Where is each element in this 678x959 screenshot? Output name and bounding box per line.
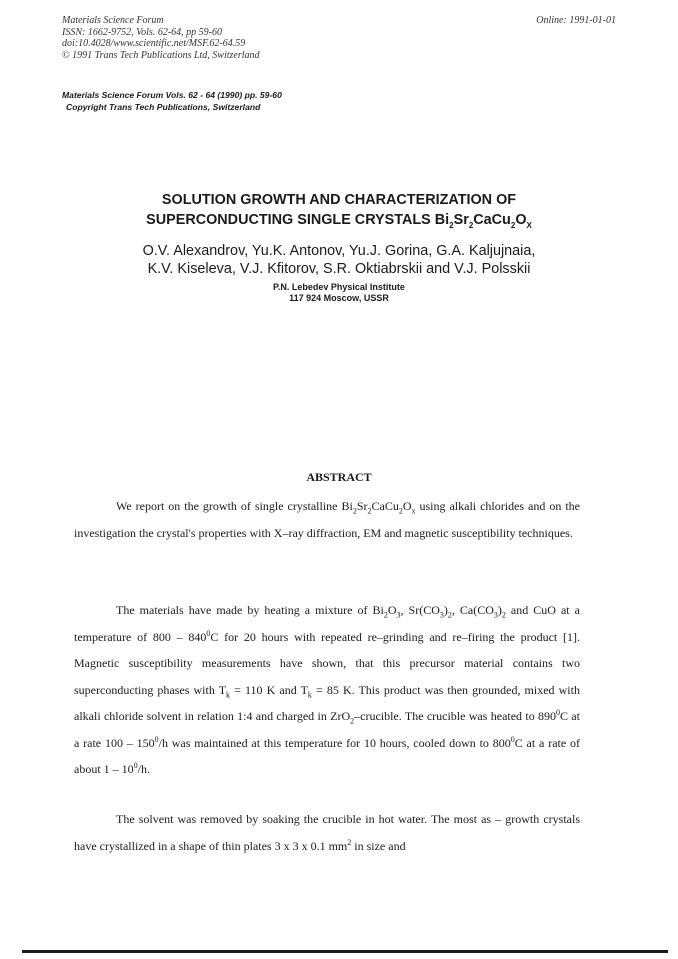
- body-paragraph-1: [74, 597, 580, 783]
- subscript: 2: [447, 610, 452, 620]
- text-run: The materials have made by heating a mixture of Bi: [116, 603, 384, 617]
- subscript: 2: [398, 506, 403, 516]
- text-run: O: [402, 499, 412, 513]
- text-run: , Ca(CO: [451, 603, 494, 617]
- text-run: ): [497, 603, 502, 617]
- text-run: = 85 K. This product was then grounded, mixed with alkali chloride solvent in relation 1:4 and charged in ZrO: [74, 682, 580, 723]
- text-run: The solvent was removed by soaking the crucible in hot water. The most as – growth crystals have crystallized in a shape of thin plates 3 x 3 x 0.1 mm: [74, 812, 580, 853]
- journal-volume-line: Materials Science Forum Vols. 62 - 64 (1990) pp. 59-60: [62, 90, 282, 100]
- page-bottom-rule: [22, 950, 668, 953]
- author-list: [0, 242, 678, 278]
- subscript: 2: [367, 506, 372, 516]
- affiliation-line-1: P.N. Lebedev Physical Institute: [273, 282, 405, 292]
- text-run: = 110 K and T: [230, 682, 308, 697]
- online-date: Online: 1991-01-01: [536, 15, 616, 26]
- title-formula-part: Sr: [453, 212, 469, 228]
- text-run: Sr: [356, 499, 368, 513]
- text-run: We report on the growth of single crystalline Bi: [116, 499, 353, 513]
- subscript: x: [411, 506, 416, 516]
- subscript: k: [226, 689, 231, 699]
- text-run: C for 20 hours with repeated re–grinding and re–firing the product [1]. Magnetic susceptibility measurements have shown, that this precursor material contains two superconducting phases with T: [74, 629, 581, 697]
- title-line-2: [0, 210, 678, 230]
- abstract-heading: ABSTRACT: [306, 470, 372, 484]
- meta-journal: Materials Science Forum: [62, 15, 164, 26]
- text-run: C at a rate of about 1 – 10: [74, 735, 580, 776]
- body-paragraph-2: [74, 806, 580, 859]
- title-sub: 2: [510, 220, 516, 230]
- text-run: ): [443, 603, 448, 617]
- meta-copyright: © 1991 Trans Tech Publications Ltd, Switzerland: [62, 49, 260, 61]
- subscript: 2: [350, 716, 355, 726]
- title-sub: 2: [468, 220, 474, 230]
- authors-line-2: K.V. Kiseleva, V.J. Kfitorov, S.R. Oktiabrskii and V.J. Polsskii: [147, 261, 531, 277]
- superscript: 0: [206, 628, 211, 638]
- publication-metadata: [62, 15, 260, 61]
- text-run: /h was maintained at this temperature for 10 hours, cooled down to 800: [158, 735, 511, 750]
- journal-citation: [62, 90, 282, 113]
- text-run: CaCu: [371, 499, 399, 513]
- title-formula-part: CaCu: [473, 212, 511, 228]
- text-run: , Sr(CO: [400, 603, 440, 617]
- superscript: 0: [510, 734, 515, 744]
- authors-line-1: O.V. Alexandrov, Yu.K. Antonov, Yu.J. Gorina, G.A. Kaljujnaia,: [142, 243, 536, 259]
- paper-title: [0, 190, 678, 230]
- title-sub: X: [526, 220, 532, 230]
- superscript: 2: [347, 837, 352, 847]
- meta-issn: ISSN: 1662-9752, Vols. 62-64, pp 59-60: [62, 26, 222, 38]
- subscript: 2: [352, 506, 357, 516]
- text-run: –crucible. The crucible was heated to 890: [354, 709, 556, 723]
- abstract-paragraph: [74, 493, 580, 546]
- subscript: 3: [396, 610, 401, 620]
- subscript: k: [307, 689, 312, 699]
- affiliation: [0, 282, 678, 304]
- superscript: 0: [133, 761, 138, 770]
- subscript: 3: [439, 610, 444, 620]
- journal-copyright-line: Copyright Trans Tech Publications, Switzerland: [66, 101, 261, 112]
- subscript: 2: [501, 610, 506, 620]
- affiliation-line-2: 117 924 Moscow, USSR: [289, 293, 389, 303]
- superscript: 0: [556, 708, 560, 717]
- subscript: 2: [383, 610, 388, 620]
- title-formula-part: O: [515, 212, 527, 228]
- title-line-1: SOLUTION GROWTH AND CHARACTERIZATION OF: [161, 192, 517, 208]
- text-run: C at a rate 100 – 150: [74, 709, 580, 750]
- title-sub: 2: [449, 220, 454, 230]
- text-run: and CuO at a temperature of 800 – 840: [74, 603, 580, 644]
- text-run: /h.: [137, 762, 151, 776]
- text-run: O: [387, 603, 397, 617]
- text-run: in size and: [351, 838, 406, 853]
- text-run: using alkali chlorides and on the investigation the crystal's properties with X–ray diffraction, EM and magnetic susceptibility techniques.: [74, 499, 580, 540]
- subscript: 3: [493, 610, 498, 620]
- superscript: 0: [154, 734, 159, 744]
- meta-doi: doi:10.4028/www.scientific.net/MSF.62-64.59: [62, 38, 246, 49]
- title-line-2-text: SUPERCONDUCTING SINGLE CRYSTALS Bi: [146, 212, 450, 228]
